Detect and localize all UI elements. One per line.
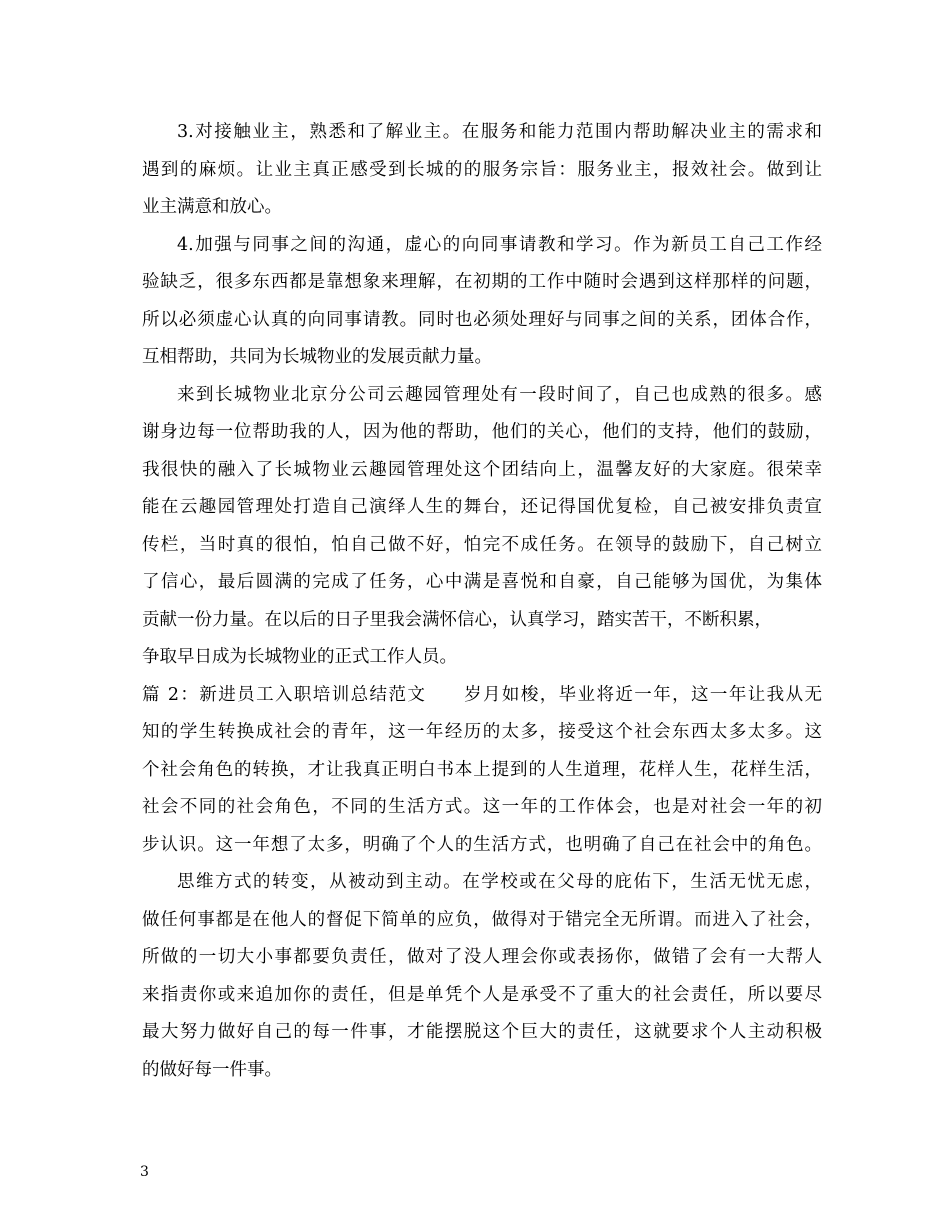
paragraph-line: 验缺乏，很多东西都是靠想象来理解，在初期的工作中随时会遇到这样那样的问题， [142, 272, 822, 292]
paragraph-line: 的做好每一件事。 [142, 1060, 282, 1080]
paragraph-line: 4.加强与同事之间的沟通，虚心的向同事请教和学习。作为新员工自己工作经 [177, 235, 822, 255]
paragraph-line: 知的学生转换成社会的青年，这一年经历的太多，接受这个社会东西太多太多。这 [142, 722, 822, 742]
paragraph-line: 思维方式的转变，从被动到主动。在学校或在父母的庇佑下，生活无忧无虑， [177, 872, 822, 892]
paragraph-line: 了信心，最后圆满的完成了任务，心中满是喜悦和自豪，自己能够为国优，为集体 [142, 572, 822, 592]
paragraph-line: 争取早日成为长城物业的正式工作人员。 [142, 647, 457, 667]
paragraph-line: 所以必须虚心认真的向同事请教。同时也必须处理好与同事之间的关系，团体合作， [142, 310, 822, 330]
paragraph-line: 贡献一份力量。在以后的日子里我会满怀信心，认真学习，踏实苦干，不断积累， [142, 610, 772, 630]
paragraph-line: 最大努力做好自己的每一件事，才能摆脱这个巨大的责任，这就要求个人主动积极 [142, 1022, 822, 1042]
paragraph-line: 个社会角色的转换，才让我真正明白书本上提到的人生道理，花样人生，花样生活， [142, 760, 822, 780]
paragraph-line: 我很快的融入了长城物业云趣园管理处这个团结向上，温馨友好的大家庭。很荣幸 [142, 460, 822, 480]
paragraph-line: 社会不同的社会角色，不同的生活方式。这一年的工作体会，也是对社会一年的初 [142, 797, 822, 817]
paragraph-line: 业主满意和放心。 [142, 197, 282, 217]
page-number: 3 [140, 1164, 149, 1180]
paragraph-line: 来指责你或来追加你的责任，但是单凭个人是承受不了重大的社会责任，所以要尽 [142, 985, 822, 1005]
paragraph-line: 做任何事都是在他人的督促下简单的应负，做得对于错完全无所谓。而进入了社会， [142, 910, 822, 930]
paragraph-line: 所做的一切大小事都要负责任，做对了没人理会你或表扬你，做错了会有一大帮人 [142, 947, 822, 967]
paragraph-line: 传栏，当时真的很怕，怕自己做不好，怕完不成任务。在领导的鼓励下，自己树立 [142, 535, 822, 555]
paragraph-line: 篇 2：新进员工入职培训总结范文 岁月如梭，毕业将近一年，这一年让我从无 [142, 685, 822, 705]
paragraph-line: 遇到的麻烦。让业主真正感受到长城的的服务宗旨：服务业主，报效社会。做到让 [142, 160, 822, 180]
paragraph-line: 互相帮助，共同为长城物业的发展贡献力量。 [142, 347, 492, 367]
paragraph-line: 步认识。这一年想了太多，明确了个人的生活方式，也明确了自己在社会中的角色。 [142, 835, 822, 855]
paragraph-line: 来到长城物业北京分公司云趣园管理处有一段时间了，自己也成熟的很多。感 [177, 385, 822, 405]
paragraph-line: 谢身边每一位帮助我的人，因为他的帮助，他们的关心，他们的支持，他们的鼓励， [142, 422, 822, 442]
paragraph-line: 3.对接触业主，熟悉和了解业主。在服务和能力范围内帮助解决业主的需求和 [177, 122, 822, 142]
paragraph-line: 能在云趣园管理处打造自己演绎人生的舞台，还记得国优复检，自己被安排负责宣 [142, 497, 822, 517]
